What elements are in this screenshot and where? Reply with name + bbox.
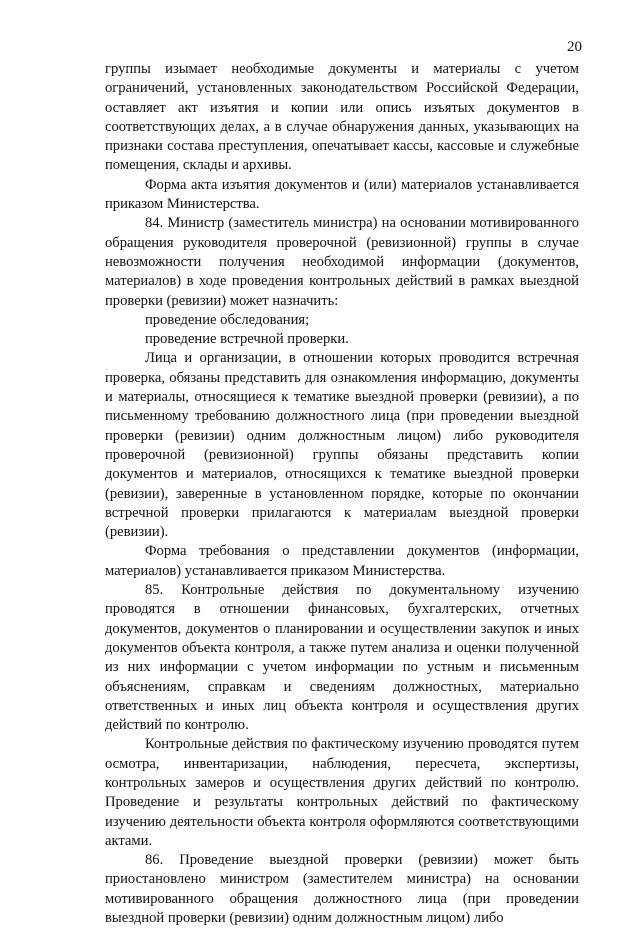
list-item-counter-check: проведение встречной проверки. bbox=[145, 331, 349, 348]
page-number: 20 bbox=[567, 39, 582, 55]
paragraph-84: 84. Министр (заместитель министра) на основании мотивированного обращения руководителя проверочной (ревизионной) группы в случае невозможности получения необходимой информации (документов, материалов) в ходе проведения контрольных действий в рамках выездной проверки (ревизии) может назначить: bbox=[105, 215, 579, 309]
paragraph-85-factual-study: Контрольные действия по фактическому изучению проводятся путем осмотра, инвентаризации, наблюдения, пересчета, экспертизы, контрольных замеров и осуществления других действий по контролю. Проведение и результаты контрольных действий по фактическому изучению деятельности объекта контроля оформляются соответствующими актами. bbox=[105, 736, 579, 849]
paragraph-85: 85. Контрольные действия по документальному изучению проводятся в отношении финансовых, бухгалтерских, отчетных документов, документов о планировании и осуществлении закупок и иных документов объекта контроля, а также путем анализа и оценки полученной из них информации с учетом информации по устным и письменным объяснениям, справкам и сведениям должностных, материально ответственных и иных лиц объекта контроля и осуществления других действий по контролю. bbox=[105, 582, 579, 734]
paragraph-counter-check-entities: Лица и организации, в отношении которых проводится встречная проверка, обязаны представить для ознакомления информацию, документы и материалы, относящиеся к тематике выездной проверки (ревизии), а по письменному требованию должностного лица (при проведении выездной проверки (ревизии) одним должностным лицом) либо руководителя проверочной (ревизионной) группы обязаны представить копии документов и материалов, относящихся к тематике выездной проверки (ревизии), заверенные в установленном порядке, которые по окончании встречной проверки прилагаются к материалам выездной проверки (ревизии). bbox=[105, 350, 579, 541]
document-body bbox=[105, 60, 579, 928]
list-item-inspection: проведение обследования; bbox=[145, 311, 310, 328]
paragraph-86: 86. Проведение выездной проверки (ревизии) может быть приостановлено министром (заместителем министра) на основании мотивированного обращения должностного лица (при проведении выездной проверки (ревизии) одним должностным лицом) либо bbox=[105, 852, 579, 927]
paragraph-seizure-act-form: Форма акта изъятия документов и (или) материалов устанавливается приказом Министерства. bbox=[105, 176, 579, 213]
paragraph-request-form: Форма требования о представлении документов (информации, материалов) устанавливается приказом Министерства. bbox=[105, 543, 579, 579]
paragraph-continuation: группы изымает необходимые документы и материалы с учетом ограничений, установленных законодательством Российской Федерации, оставляет акт изъятия и копии или опись изъятых документов в соответствующих делах, а в случае обнаружения данных, указывающих на признаки состава преступления, опечатывает кассы, кассовые и служебные помещения, склады и архивы. bbox=[105, 61, 579, 174]
